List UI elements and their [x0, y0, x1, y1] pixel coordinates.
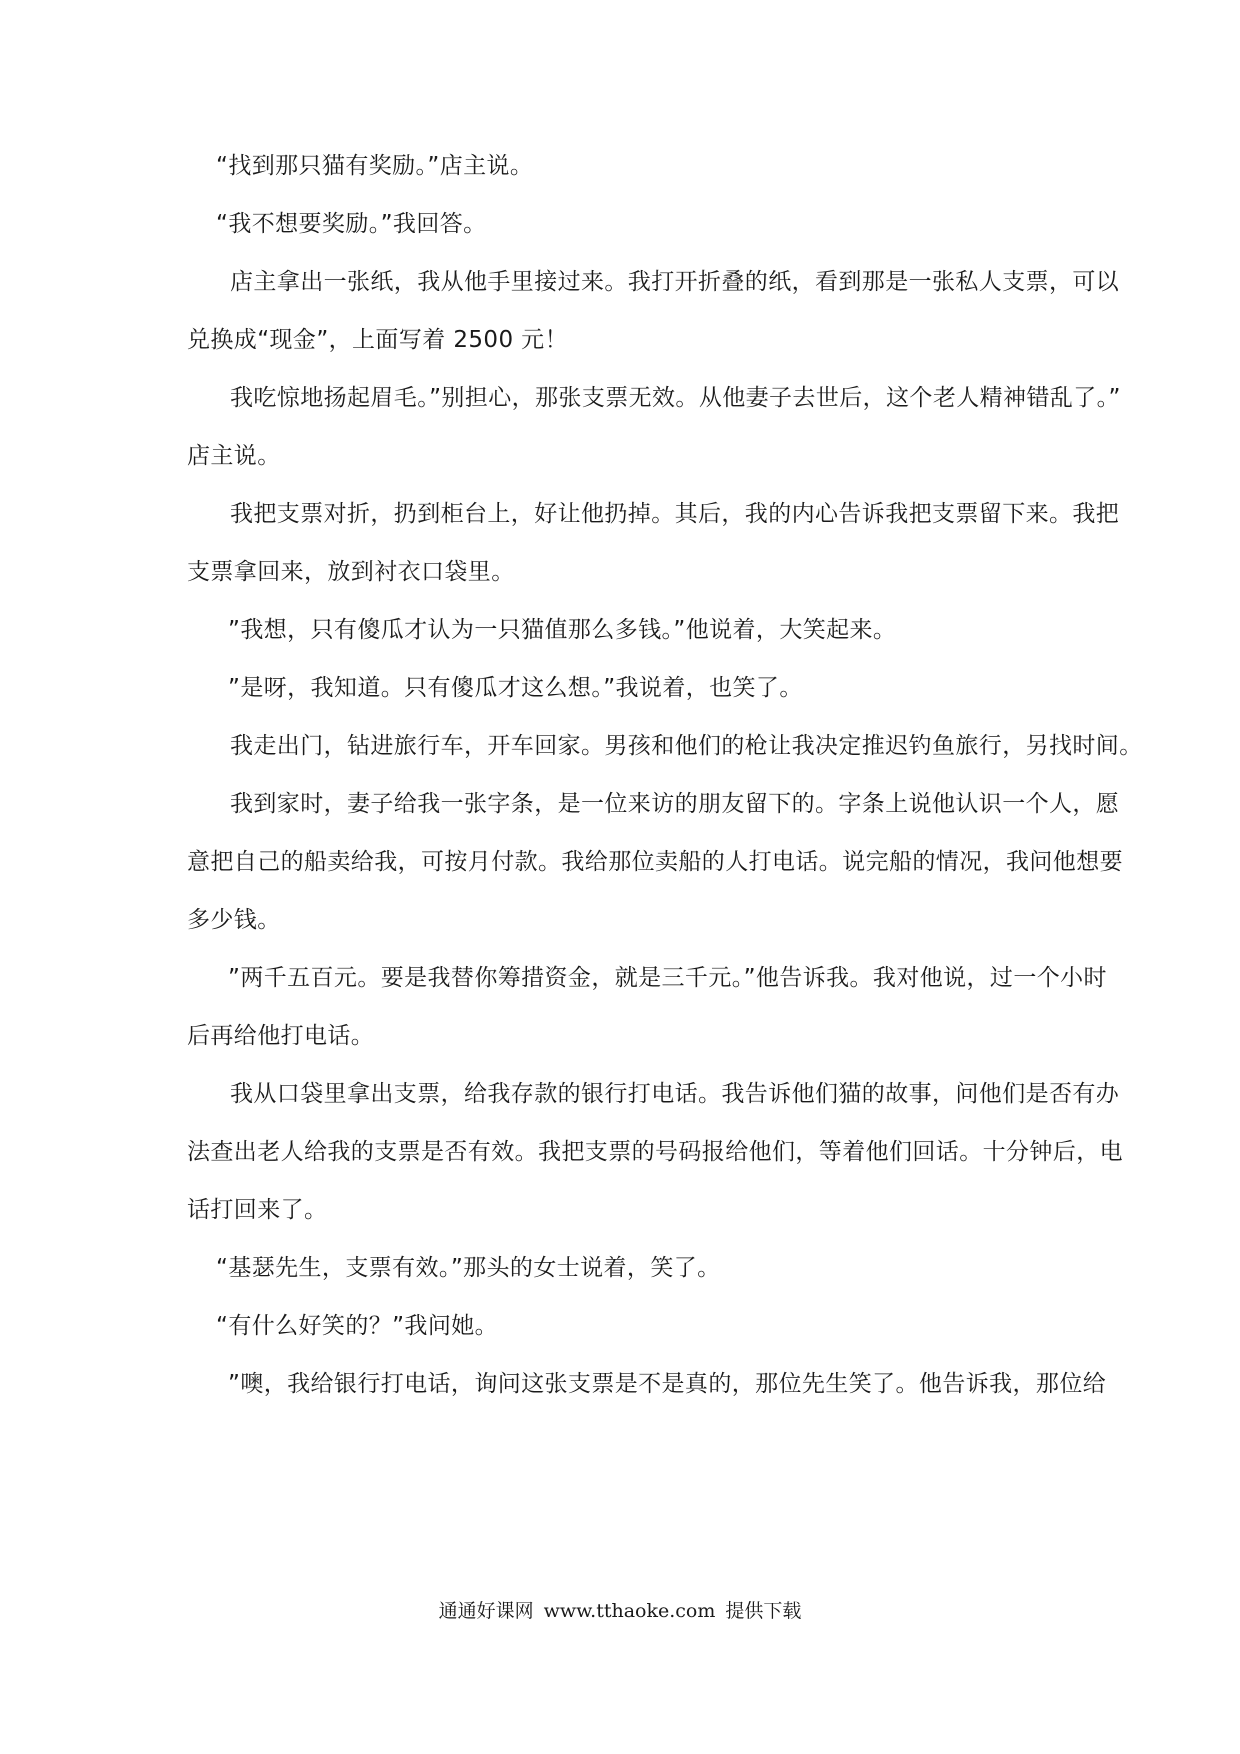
paragraph-line: 话打回来了。 — [187, 1197, 328, 1223]
footer-site-name: 通通好课网 — [438, 1600, 534, 1622]
paragraph-line: 意把自己的船卖给我，可按月付款。我给那位卖船的人打电话。说完船的情况，我问他想要 — [187, 849, 1123, 875]
paragraph-line: 支票拿回来，放到衬衣口袋里。 — [187, 559, 515, 585]
footer-note: 提供下载 — [725, 1600, 802, 1622]
paragraph-line: “基瑟先生，支票有效。”那头的女士说着，笑了。 — [216, 1255, 721, 1281]
paragraph-line: “找到那只猫有奖励。”店主说。 — [216, 153, 534, 179]
paragraph-line: 后再给他打电话。 — [187, 1023, 375, 1049]
paragraph-line: 店主说。 — [187, 443, 281, 469]
paragraph-line: ”是呀，我知道。只有傻瓜才这么想。”我说着，也笑了。 — [228, 675, 803, 701]
paragraph-line: 我到家时，妻子给我一张字条，是一位来访的朋友留下的。字条上说他认识一个人，愿 — [230, 791, 1120, 817]
paragraph-line: “有什么好笑的？”我问她。 — [216, 1313, 499, 1339]
paragraph-line: ”噢，我给银行打电话，询问这张支票是不是真的，那位先生笑了。他告诉我，那位给 — [228, 1371, 1107, 1397]
footer-url[interactable]: www.tthaoke.com — [543, 1600, 716, 1622]
page-footer — [0, 1598, 1240, 1624]
paragraph-line: 多少钱。 — [187, 907, 281, 933]
paragraph-line: 我吃惊地扬起眉毛。”别担心，那张支票无效。从他妻子去世后，这个老人精神错乱了。” — [230, 385, 1121, 411]
paragraph-line: 兑换成“现金”，上面写着 2500 元！ — [187, 327, 568, 353]
paragraph-line: 店主拿出一张纸，我从他手里接过来。我打开折叠的纸，看到那是一张私人支票，可以 — [230, 269, 1120, 295]
paragraph-line: “我不想要奖励。”我回答。 — [216, 211, 487, 237]
paragraph-line: ”我想，只有傻瓜才认为一只猫值那么多钱。”他说着，大笑起来。 — [228, 617, 897, 643]
paragraph-line: 我把支票对折，扔到柜台上，好让他扔掉。其后，我的内心告诉我把支票留下来。我把 — [230, 501, 1120, 527]
paragraph-line: ”两千五百元。要是我替你筹措资金，就是三千元。”他告诉我。我对他说，过一个小时 — [228, 965, 1107, 991]
paragraph-line: 法查出老人给我的支票是否有效。我把支票的号码报给他们，等着他们回话。十分钟后，电 — [187, 1139, 1123, 1165]
paragraph-line: 我从口袋里拿出支票，给我存款的银行打电话。我告诉他们猫的故事，问他们是否有办 — [230, 1081, 1120, 1107]
paragraph-line: 我走出门，钻进旅行车，开车回家。男孩和他们的枪让我决定推迟钓鱼旅行，另找时间。 — [230, 733, 1143, 759]
